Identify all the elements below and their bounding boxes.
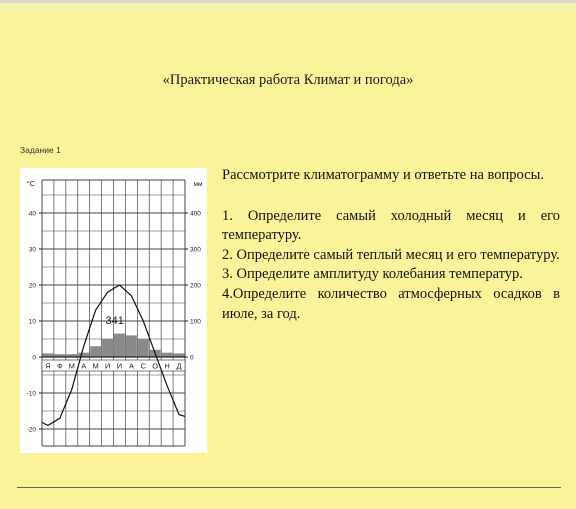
precipitation-bar (114, 334, 125, 357)
right-tick-label: 100 (190, 318, 201, 326)
bottom-rule (17, 487, 561, 488)
month-label: М (92, 361, 99, 371)
questions-block (222, 166, 560, 324)
month-label: Я (45, 361, 51, 371)
right-unit-label: мм (193, 181, 203, 188)
right-tick-label: 200 (190, 282, 201, 290)
precipitation-bar (138, 339, 149, 357)
month-label: А (81, 361, 87, 371)
month-label: М (68, 361, 75, 371)
right-tick-label: 0 (190, 354, 194, 362)
question-3: 3. Определите амплитуду колебания температур. (222, 266, 523, 283)
right-tick-label: 300 (190, 246, 201, 254)
month-label: С (140, 361, 147, 371)
slide-title: «Практическая работа Климат и погода» (162, 72, 414, 88)
left-unit-label: °C (26, 179, 36, 188)
month-label: Д (176, 361, 182, 371)
month-label: И (104, 361, 111, 371)
month-label: О (152, 361, 159, 371)
precipitation-bar (126, 335, 137, 357)
question-2: 2. Определите самый теплый месяц и его температуру. (222, 246, 560, 263)
intro-text: Рассмотрите климатограмму и ответьте на вопросы. (222, 167, 544, 183)
month-label: И (116, 361, 123, 371)
task-label: Задание 1 (20, 145, 61, 155)
left-tick-label: 30 (28, 246, 36, 254)
right-tick-label: 400 (190, 210, 201, 218)
climatogram-svg (20, 168, 207, 453)
month-label: Н (164, 361, 170, 371)
top-rule-light (0, 3, 576, 11)
precipitation-bar (90, 346, 101, 357)
question-4: 4.Определите количество атмосферных осадков в июле, за год. (222, 285, 560, 322)
climatogram (20, 168, 207, 453)
left-tick-label: 0 (32, 354, 36, 362)
left-tick-label: 10 (28, 318, 36, 326)
annual-precipitation-label: 341 (105, 315, 124, 328)
precipitation-bar (102, 339, 113, 357)
left-tick-label: 40 (28, 210, 36, 218)
left-tick-label: 20 (28, 282, 36, 290)
left-tick-label: -10 (26, 390, 36, 398)
left-tick-label: -20 (26, 426, 36, 434)
question-1: 1. Определите самый холодный месяц и его температуру. (222, 207, 560, 244)
month-label: А (128, 361, 134, 371)
month-label: Ф (57, 361, 63, 371)
